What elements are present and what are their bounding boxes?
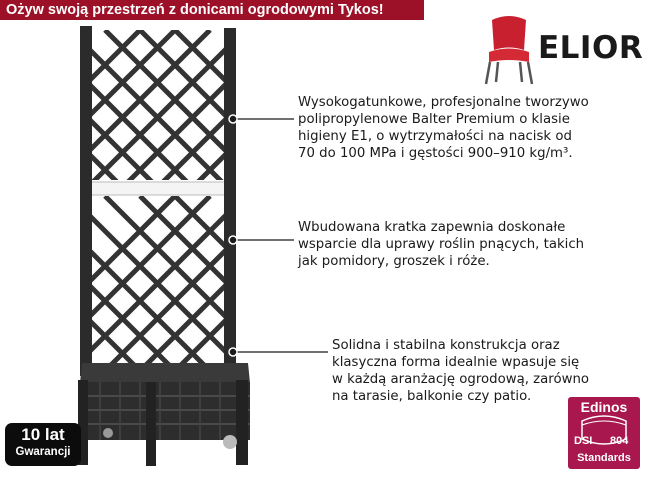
callout-trellis bbox=[298, 219, 584, 270]
callout-line: jak pomidory, groszek i róże. bbox=[298, 254, 490, 269]
callout-line: Wysokogatunkowe, profesjonalne tworzywo bbox=[298, 95, 589, 110]
callout-line: na tarasie, balkonie czy patio. bbox=[332, 389, 532, 404]
callout-line: Solidna i stabilna konstrukcja oraz bbox=[332, 338, 560, 353]
edinos-number: 804 bbox=[610, 435, 629, 447]
callout-line: Wbudowana kratka zapewnia doskonałe bbox=[298, 220, 566, 235]
promo-banner: Ożyw swoją przestrzeń z donicami ogrodowymi Tykos! bbox=[0, 0, 424, 20]
callout-construction bbox=[332, 337, 589, 405]
callout-line: klasyczna forma idealnie wpasuje się bbox=[332, 355, 580, 370]
planter-with-trellis bbox=[60, 18, 255, 473]
edinos-certificate-badge bbox=[568, 397, 640, 469]
callout-line: higieny E1, o wytrzymałości na nacisk od bbox=[298, 129, 572, 144]
warranty-years: 10 lat bbox=[21, 425, 65, 444]
callout-line: w każdą aranżację ogrodową, zarówno bbox=[332, 372, 590, 387]
warranty-badge bbox=[5, 423, 81, 466]
edinos-dsi: DSI bbox=[574, 435, 593, 447]
warranty-label: Gwarancji bbox=[15, 446, 71, 458]
chair-icon bbox=[480, 12, 538, 86]
callout-line: 70 do 100 MPa i gęstości 900–910 kg/m³. bbox=[298, 146, 573, 161]
elior-logo bbox=[480, 12, 644, 86]
callout-material bbox=[298, 94, 589, 162]
edinos-standards: Standards bbox=[577, 452, 631, 464]
callout-line: polipropylenowe Balter Premium o klasie bbox=[298, 112, 570, 127]
logo-text: ELIOR bbox=[538, 30, 644, 66]
callout-line: wsparcie dla uprawy roślin pnących, takich bbox=[298, 237, 585, 252]
edinos-title: Edinos bbox=[580, 399, 628, 415]
